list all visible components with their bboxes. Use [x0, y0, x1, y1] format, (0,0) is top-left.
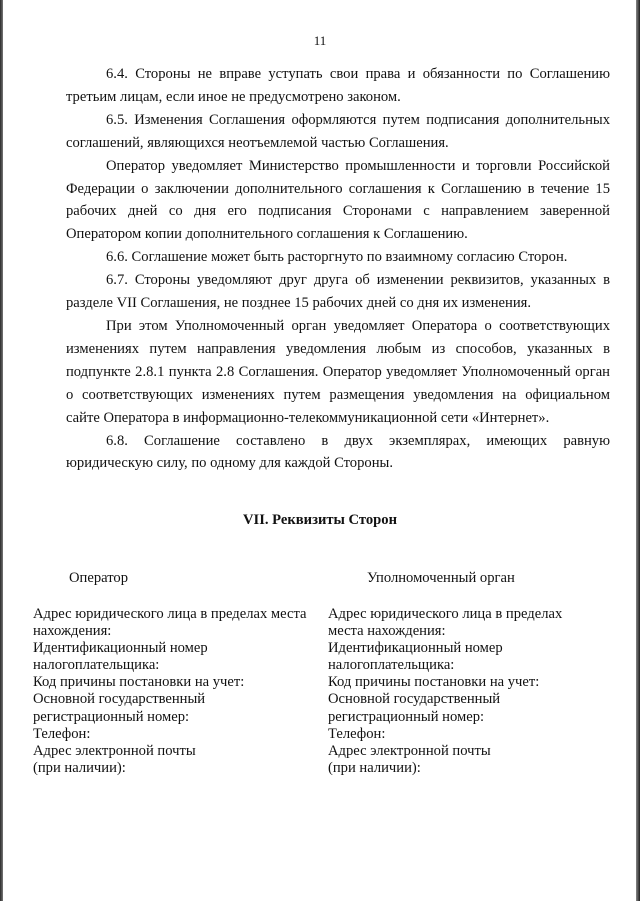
requisite-line: Основной государственный: [328, 691, 501, 708]
requisite-line: Основной государственный: [33, 691, 206, 708]
section-title: VII. Реквизиты Сторон: [242, 512, 398, 528]
requisite-line: Идентификационный номер: [33, 640, 208, 657]
paragraph-6-6: 6.6. Соглашение может быть расторгнуто по взаимному согласию Сторон.: [106, 249, 568, 266]
paragraph-6-5-notice: Оператор уведомляет Министерство промышленности и торговли Российской Федерации о заключении дополнительного соглашения к Соглашению в течение 15 рабочих дней со дня его подписания Сторонами с направлением заверенной Оператором копии дополнительного соглашения к Соглашению.: [66, 157, 610, 243]
operator-requisites: [33, 606, 323, 777]
requisite-line: Адрес юридического лица в пределах: [328, 606, 563, 622]
scan-edge-right: [636, 0, 640, 901]
requisite-line: места нахождения:: [328, 623, 446, 640]
requisite-line: Код причины постановки на учет:: [328, 674, 540, 691]
paragraph-6-5: 6.5. Изменения Соглашения оформляются путем подписания дополнительных соглашений, являющихся неотъемлемой частью Соглашения.: [66, 111, 610, 151]
requisite-line: Адрес юридического лица в пределах места: [33, 606, 307, 622]
requisite-line: Адрес электронной почты: [328, 742, 491, 759]
requisite-line: нахождения:: [33, 623, 112, 640]
requisite-line: регистрационный номер:: [328, 708, 485, 725]
requisite-line: налогоплательщика:: [328, 657, 455, 674]
paragraph-6-7-notice: При этом Уполномоченный орган уведомляет Оператора о соответствующих изменениях путем направления уведомления любым из способов, указанных в подпункте 2.8.1 пункта 2.8 Соглашения. Оператор уведомляет Уполномоченный орган о соответствующих изменениях путем размещения уведомления на официальном сайте Оператора в информационно-телекоммуникационной сети «Интернет».: [66, 317, 610, 426]
requisite-line: (при наличии):: [33, 759, 126, 776]
paragraph-6-4: 6.4. Стороны не вправе уступать свои права и обязанности по Соглашению третьим лицам, если иное не предусмотрено законом.: [66, 66, 610, 105]
authority-requisites: [328, 606, 603, 777]
paragraph-6-8: 6.8. Соглашение составлено в двух экземплярах, имеющих равную юридическую силу, по одному для каждой Стороны.: [66, 432, 610, 472]
requisite-line: регистрационный номер:: [33, 708, 190, 725]
authority-heading: Уполномоченный орган: [367, 570, 515, 586]
requisite-line: Телефон:: [328, 725, 386, 742]
requisite-line: налогоплательщика:: [33, 657, 160, 674]
paragraph-6-7: 6.7. Стороны уведомляют друг друга об изменении реквизитов, указанных в разделе VII Соглашения, не позднее 15 рабочих дней со дня их изменения.: [66, 272, 610, 312]
operator-heading: Оператор: [69, 570, 129, 586]
body-text: [66, 63, 610, 475]
scan-edge-left: [0, 0, 3, 901]
requisite-line: Телефон:: [33, 725, 91, 742]
page-number: 11: [313, 33, 327, 48]
requisite-line: Код причины постановки на учет:: [33, 674, 245, 691]
requisite-line: Адрес электронной почты: [33, 742, 196, 759]
requisite-line: (при наличии):: [328, 759, 421, 776]
requisite-line: Идентификационный номер: [328, 640, 503, 657]
